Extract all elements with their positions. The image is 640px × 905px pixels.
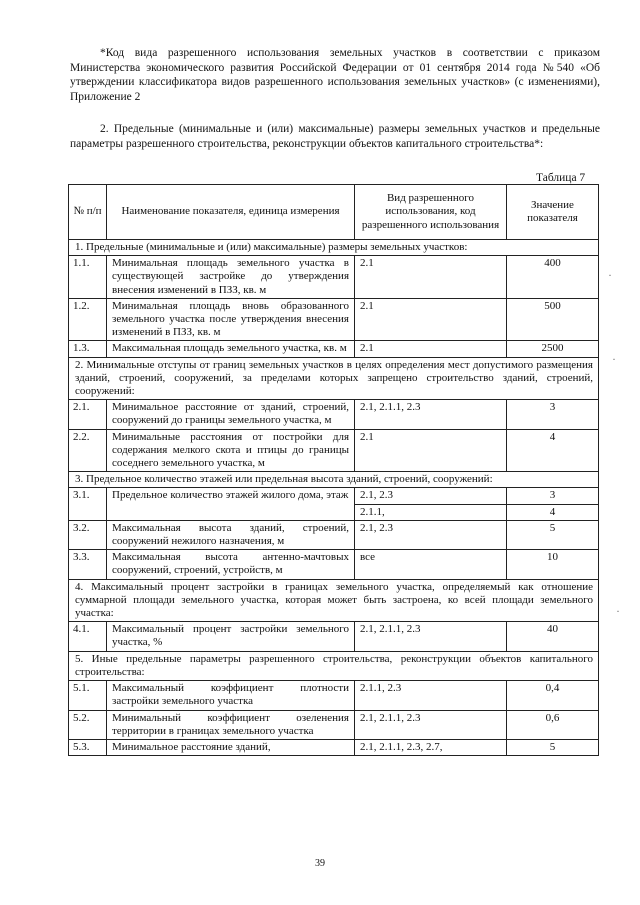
section-paragraph: 2. Предельные (минимальные и (или) максимальные) размеры земельных участков и предельные параметры разрешенного строительства, реконструкции объектов капитального строительства*:	[70, 123, 600, 150]
row-num: 1.1.	[69, 256, 107, 299]
section-row	[69, 240, 599, 256]
row-code: 2.1	[355, 256, 507, 299]
parameters-table	[68, 184, 599, 756]
table-row	[69, 298, 599, 341]
table-label: Таблица 7	[536, 172, 586, 184]
row-code: 2.1, 2.3	[355, 488, 507, 504]
row-value: 3	[507, 488, 599, 504]
table-row	[69, 488, 599, 504]
table-row	[69, 400, 599, 429]
row-name: Максимальная площадь земельного участка, кв. м	[107, 341, 355, 357]
row-name: Минимальное расстояние от зданий, строений, сооружений до границы земельного участка, м	[107, 400, 355, 429]
section-row	[69, 357, 599, 400]
header-num: № п/п	[69, 185, 107, 240]
section-row	[69, 651, 599, 680]
row-num: 2.2.	[69, 429, 107, 472]
row-code: 2.1, 2.1.1, 2.3	[355, 622, 507, 651]
row-code: 2.1, 2.1.1, 2.3, 2.7,	[355, 739, 507, 755]
row-value: 5	[507, 520, 599, 549]
row-name: Минимальные расстояния от постройки для содержания мелкого скота и птицы до границы соседнего земельного участка, м	[107, 429, 355, 472]
row-code: 2.1	[355, 341, 507, 357]
scan-speck: ·	[608, 268, 612, 282]
row-value: 4	[507, 429, 599, 472]
table-row	[69, 520, 599, 549]
row-num: 2.1.	[69, 400, 107, 429]
table-row	[69, 550, 599, 579]
row-name: Минимальный коэффициент озеленения территории в границах земельного участка	[107, 710, 355, 739]
row-value: 10	[507, 550, 599, 579]
section-title: 1. Предельные (минимальные и (или) максимальные) размеры земельных участков:	[69, 240, 599, 256]
table-row	[69, 256, 599, 299]
row-value: 400	[507, 256, 599, 299]
page-number: 39	[315, 858, 325, 869]
row-num: 1.2.	[69, 298, 107, 341]
row-num: 5.1.	[69, 681, 107, 710]
row-name: Максимальная высота зданий, строений, сооружений нежилого назначения, м	[107, 520, 355, 549]
row-num: 5.2.	[69, 710, 107, 739]
table-row	[69, 622, 599, 651]
row-value: 40	[507, 622, 599, 651]
row-value: 4	[507, 504, 599, 520]
row-code: 2.1.1, 2.3	[355, 681, 507, 710]
row-num: 3.1.	[69, 488, 107, 520]
row-code: все	[355, 550, 507, 579]
row-name: Минимальная площадь земельного участка в существующей застройке до утверждения внесения изменений в ПЗЗ, кв. м	[107, 256, 355, 299]
row-code: 2.1, 2.1.1, 2.3	[355, 400, 507, 429]
row-num: 3.2.	[69, 520, 107, 549]
table-row	[69, 739, 599, 755]
footnote: *Код вида разрешенного использования земельных участков в соответствии с приказом Министерства экономического развития Российской Федерации от 01 сентября 2014 года №540 «Об утверждении классификатора видов разрешенного использования земельных участков» (с изменениями), Приложение 2	[70, 47, 600, 103]
row-name: Максимальная высота антенно-мачтовых сооружений, строений, устройств, м	[107, 550, 355, 579]
row-num: 1.3.	[69, 341, 107, 357]
table-row	[69, 710, 599, 739]
row-num: 4.1.	[69, 622, 107, 651]
row-value: 0,4	[507, 681, 599, 710]
row-name: Максимальный процент застройки земельного участка, %	[107, 622, 355, 651]
row-name: Минимальное расстояние зданий,	[107, 739, 355, 755]
header-value: Значение показателя	[507, 185, 599, 240]
section-title: 3. Предельное количество этажей или предельная высота зданий, строений, сооружений:	[69, 472, 599, 488]
header-name: Наименование показателя, единица измерения	[107, 185, 355, 240]
row-code: 2.1.1,	[355, 504, 507, 520]
row-value: 500	[507, 298, 599, 341]
header-code: Вид разрешенного использования, код разрешенного использования	[355, 185, 507, 240]
table-row	[69, 681, 599, 710]
row-name: Предельное количество этажей жилого дома, этаж	[107, 488, 355, 520]
row-code: 2.1	[355, 298, 507, 341]
table-row	[69, 429, 599, 472]
row-name: Максимальный коэффициент плотности застройки земельного участка	[107, 681, 355, 710]
scan-speck: ·	[616, 604, 620, 618]
row-value: 0,6	[507, 710, 599, 739]
row-value: 3	[507, 400, 599, 429]
row-value: 2500	[507, 341, 599, 357]
row-name: Минимальная площадь вновь образованного земельного участка после утверждения внесения изменений в ПЗЗ, кв. м	[107, 298, 355, 341]
section-row	[69, 579, 599, 622]
section-row	[69, 472, 599, 488]
row-code: 2.1, 2.1.1, 2.3	[355, 710, 507, 739]
section-title: 5. Иные предельные параметры разрешенного строительства, реконструкции объектов капитального строительства:	[69, 651, 599, 680]
table-row	[69, 341, 599, 357]
row-code: 2.1, 2.3	[355, 520, 507, 549]
row-value: 5	[507, 739, 599, 755]
section-title: 4. Максимальный процент застройки в границах земельного участка, определяемый как отношение суммарной площади земельного участка, которая может быть застроена, ко всей площади земельного участка:	[69, 579, 599, 622]
scan-speck: ·	[612, 352, 616, 366]
row-num: 3.3.	[69, 550, 107, 579]
row-num: 5.3.	[69, 739, 107, 755]
row-code: 2.1	[355, 429, 507, 472]
table-header-row	[69, 185, 599, 240]
section-title: 2. Минимальные отступы от границ земельных участков в целях определения мест допустимого размещения зданий, строений, сооружений, за пределами которых запрещено строительство зданий, строений, сооружений:	[69, 357, 599, 400]
